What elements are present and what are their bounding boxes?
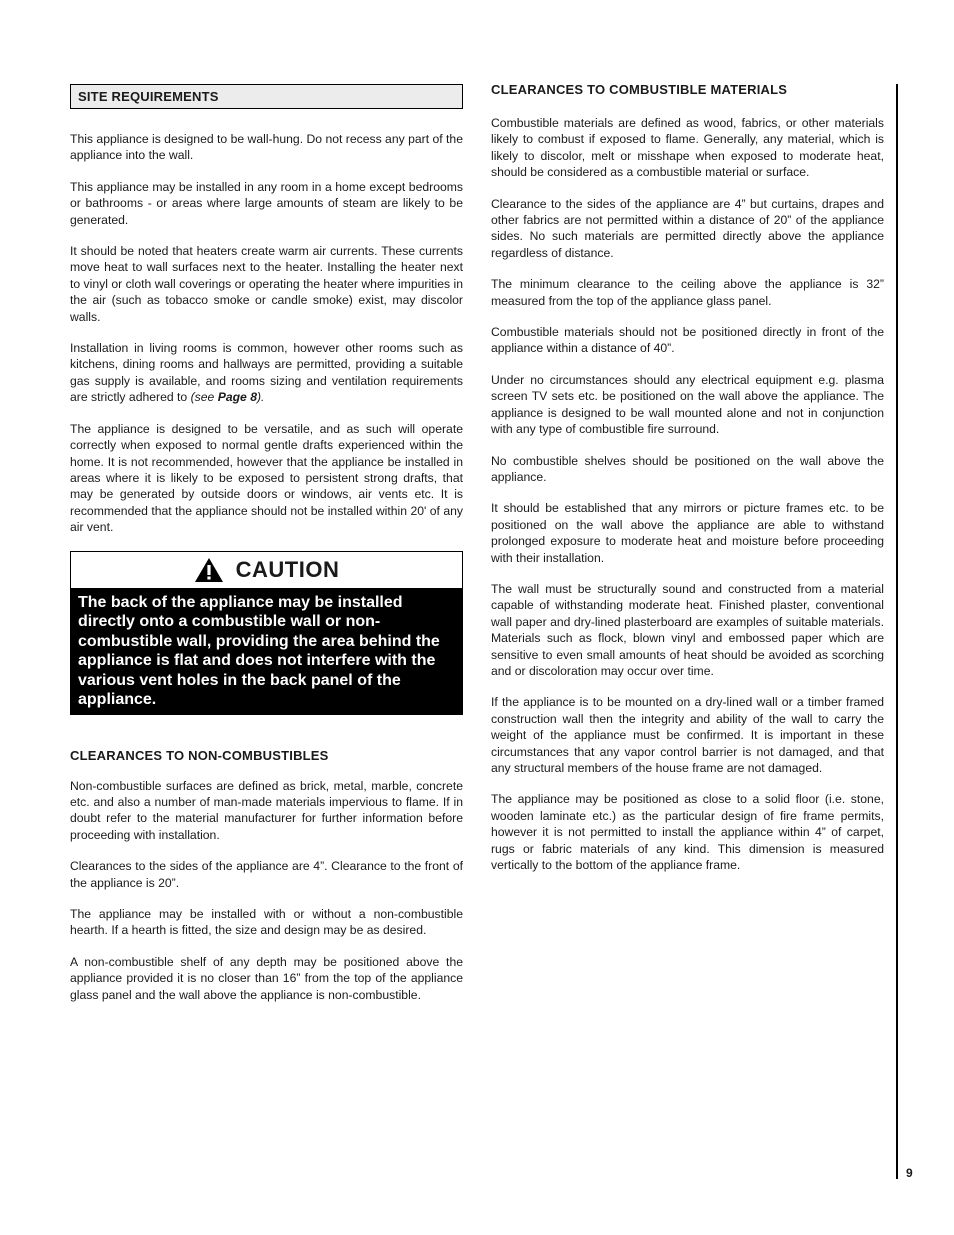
comb-paragraph-1: Combustible materials are defined as wood, fabrics, or other materials likely to combust if exposed to flame. Generally, any material, which is likely to discolor, melt or misshape when exposed to moderate heat, should be considered as a combustible material or surface. — [491, 116, 884, 180]
noncomb-paragraph-3: The appliance may be installed with or without a non-combustible hearth. If a hearth is fitted, the size and design may be as desired. — [70, 906, 463, 938]
see-suffix: ). — [256, 390, 265, 405]
page-number: 9 — [906, 1166, 913, 1180]
see-reference — [191, 390, 265, 404]
caution-header — [71, 552, 462, 588]
combustible-materials-heading: CLEARANCES TO COMBUSTIBLE MATERIALS — [491, 82, 788, 97]
caution-box — [70, 551, 463, 715]
comb-paragraph-2: Clearance to the sides of the appliance are 4” but curtains, drapes and other fabrics are not permitted within a distance of 20” of the appliance sides. No such materials are permitted directly above the appliance regardless of distance. — [491, 196, 884, 260]
comb-paragraph-5: Under no circumstances should any electrical equipment e.g. plasma screen TV sets etc. be positioned on the wall above the appliance. The appliance is designed to be wall mounted alone and not in conjunction with any type of combustible fire surround. — [491, 372, 884, 437]
page-8-link[interactable]: Page 8 — [217, 390, 257, 405]
caution-title: CAUTION — [235, 556, 340, 582]
site-paragraph-3: It should be noted that heaters create warm air currents. These currents move heat to wall surfaces next to the heater. Installing the heater next to vinyl or cloth wall coverings or operating the heater where impurities in the air (such as tobacco smoke or candle smoke) exist, may discolor walls. — [70, 244, 463, 324]
comb-paragraph-3: The minimum clearance to the ceiling above the appliance is 32” measured from the top of the appliance glass panel. — [491, 277, 884, 308]
noncomb-paragraph-2: Clearances to the sides of the appliance are 4”. Clearance to the front of the appliance is 20”. — [70, 859, 463, 890]
comb-paragraph-10: The appliance may be positioned as close to a solid floor (i.e. stone, wooden laminate etc.) as the particular design of fire frame permits, however it is not permitted to install the appliance within 4” of carpet, rugs or fabric materials of any kind. This dimension is measured vertically to the bottom of the appliance frame. — [491, 792, 884, 873]
left-column — [70, 84, 463, 1018]
site-requirements-heading: SITE REQUIREMENTS — [70, 84, 463, 109]
noncomb-paragraph-4: A non-combustible shelf of any depth may be positioned above the appliance provided it is no closer than 16” from the top of the appliance glass panel and the wall above the appliance is non-combustible. — [70, 954, 463, 1002]
comb-paragraph-4: Combustible materials should not be positioned directly in front of the appliance within a distance of 40”. — [491, 325, 884, 356]
site-paragraph-5: The appliance is designed to be versatile, and as such will operate correctly when exposed to normal gentle drafts experienced within the home. It is not recommended, however that the appliance be installed in areas where it is likely to be exposed to persistent strong drafts, that may be generated by outside doors or windows, air vents etc. It is recommended that the appliance should not be installed within 20' of any air vent. — [70, 421, 463, 535]
non-combustibles-heading: CLEARANCES TO NON-COMBUSTIBLES — [70, 747, 329, 763]
comb-paragraph-8: The wall must be structurally sound and constructed from a material capable of withstanding moderate heat. Finished plaster, conventional wall paper and dry-lined plasterboard are examples of suitable materials. Materials such as flock, blown vinyl and embossed paper which are sensitive to even small amounts of heat should be avoided as scorching and or discoloration may occur over time. — [491, 581, 884, 678]
see-prefix: (see — [190, 390, 218, 405]
site-paragraph-2: This appliance may be installed in any room in a home except bedrooms or bathrooms - or areas where large amounts of steam are likely to be generated. — [70, 179, 463, 227]
caution-text: The back of the appliance may be installed directly onto a combustible wall or non-combustible wall, providing the area behind the appliance is flat and does not interfere with the various vent holes in the back panel of the appliance. — [71, 588, 462, 714]
site-paragraph-4-text: Installation in living rooms is common, however other rooms such as kitchens, dining rooms and hallways are permitted, providing a suitable gas supply is available, and rooms sizing and ventilation requirements are strictly adhered to — [70, 341, 463, 405]
warning-triangle-icon — [194, 557, 224, 583]
noncomb-paragraph-1: Non-combustible surfaces are defined as brick, metal, marble, concrete etc. and also a number of man-made materials impervious to flame. If in doubt refer to the material manufacturer for further information before proceeding with installation. — [70, 778, 463, 842]
site-paragraph-4 — [70, 340, 463, 406]
comb-paragraph-9: If the appliance is to be mounted on a dry-lined wall or a timber framed construction wall then the integrity and ability of the wall to carry the weight of the appliance must be confirmed. It is important in these circumstances that any vapor control barrier is not damaged, and that any structural members of the house frame are not damaged. — [491, 695, 884, 775]
site-paragraph-1: This appliance is designed to be wall-hung. Do not recess any part of the appliance into the wall. — [70, 132, 463, 163]
page-edge-rule — [896, 84, 898, 1179]
right-column — [491, 82, 884, 888]
comb-paragraph-6: No combustible shelves should be positioned on the wall above the appliance. — [491, 453, 884, 484]
comb-paragraph-7: It should be established that any mirrors or picture frames etc. to be positioned on the wall above the appliance are able to withstand prolonged exposure to moderate heat and moisture before proceeding with their installation. — [491, 501, 884, 565]
